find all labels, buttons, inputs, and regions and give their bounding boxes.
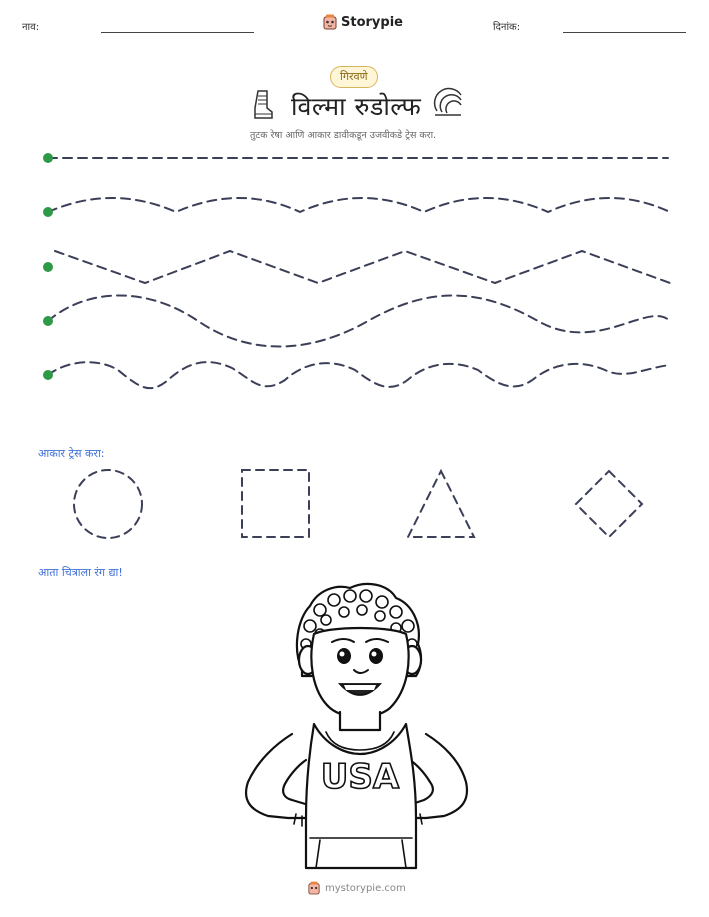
coloring-illustration bbox=[240, 578, 470, 868]
trace-shape-diamond[interactable] bbox=[576, 471, 642, 537]
storypie-logo-icon bbox=[308, 881, 320, 895]
name-label: नाव: bbox=[22, 22, 40, 33]
trace-shape-circle[interactable] bbox=[74, 470, 142, 538]
jersey-text: USA bbox=[320, 757, 400, 797]
category-tag: गिरवणे bbox=[330, 66, 378, 88]
page-title: विल्मा रुडोल्फ bbox=[291, 92, 422, 121]
color-heading: आता चित्राला रंग द्या! bbox=[38, 566, 123, 579]
instruction-text: तुटक रेषा आणि आकार डावीकडून उजवीकडे ट्रेस करा. bbox=[250, 130, 437, 141]
date-label: दिनांक: bbox=[493, 22, 521, 33]
shapes-heading: आकार ट्रेस करा: bbox=[38, 447, 105, 460]
footer-url[interactable]: mystorypie.com bbox=[325, 882, 406, 894]
trace-shape-square[interactable] bbox=[242, 470, 309, 537]
footer bbox=[308, 881, 406, 895]
brand-name: Storypie bbox=[341, 14, 403, 30]
trace-shape-triangle[interactable] bbox=[408, 471, 474, 537]
